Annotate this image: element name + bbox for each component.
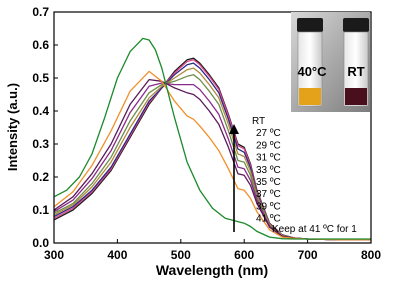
vial-photo-inset (291, 12, 370, 112)
left-vial-cap (297, 18, 323, 32)
y-tick-label: 0.3 (32, 137, 49, 151)
x-tick-label: 300 (43, 248, 65, 262)
legend-entry: 33 ºC (256, 164, 281, 176)
y-tick-label: 0.4 (32, 104, 49, 118)
right-vial-cap (343, 18, 369, 32)
x-tick-labels (44, 248, 381, 262)
inset-label-rt: RT (347, 64, 365, 79)
inset-label-40c: 40°C (297, 64, 327, 79)
legend-entry: 29 ºC (256, 140, 281, 152)
legend-entry: 37 ºC (256, 189, 281, 201)
y-tick-label: 0.5 (32, 71, 49, 85)
legend-entry: 39 ºC (256, 201, 281, 213)
left-vial-liquid (299, 88, 321, 105)
y-tick-label: 0.0 (32, 236, 49, 250)
temperature-legend (252, 116, 281, 225)
y-axis-title: Intensity (a.u.) (5, 82, 20, 172)
y-tick-label: 0.2 (32, 170, 49, 184)
legend-entry: 41 ºC (256, 213, 281, 225)
legend-entry: RT (252, 116, 266, 127)
x-tick-label: 800 (360, 248, 382, 262)
legend-entry: 27 ºC (256, 128, 281, 140)
legend-entry: 31 ºC (256, 152, 281, 164)
right-vial-liquid (345, 88, 367, 105)
legend-entry: 35 ºC (256, 177, 281, 188)
y-tick-label: 0.6 (32, 38, 49, 52)
arrow-note: Keep at 41 ºC for 1 (272, 224, 357, 235)
y-tick-labels (32, 5, 49, 250)
y-tick-label: 0.7 (32, 5, 49, 19)
y-tick-label: 0.1 (32, 203, 49, 217)
x-tick-label: 400 (107, 248, 128, 262)
x-axis-title: Wavelength (nm) (155, 262, 269, 278)
x-tick-label: 600 (234, 248, 255, 262)
x-tick-label: 500 (170, 248, 191, 262)
x-tick-label: 700 (297, 248, 318, 262)
